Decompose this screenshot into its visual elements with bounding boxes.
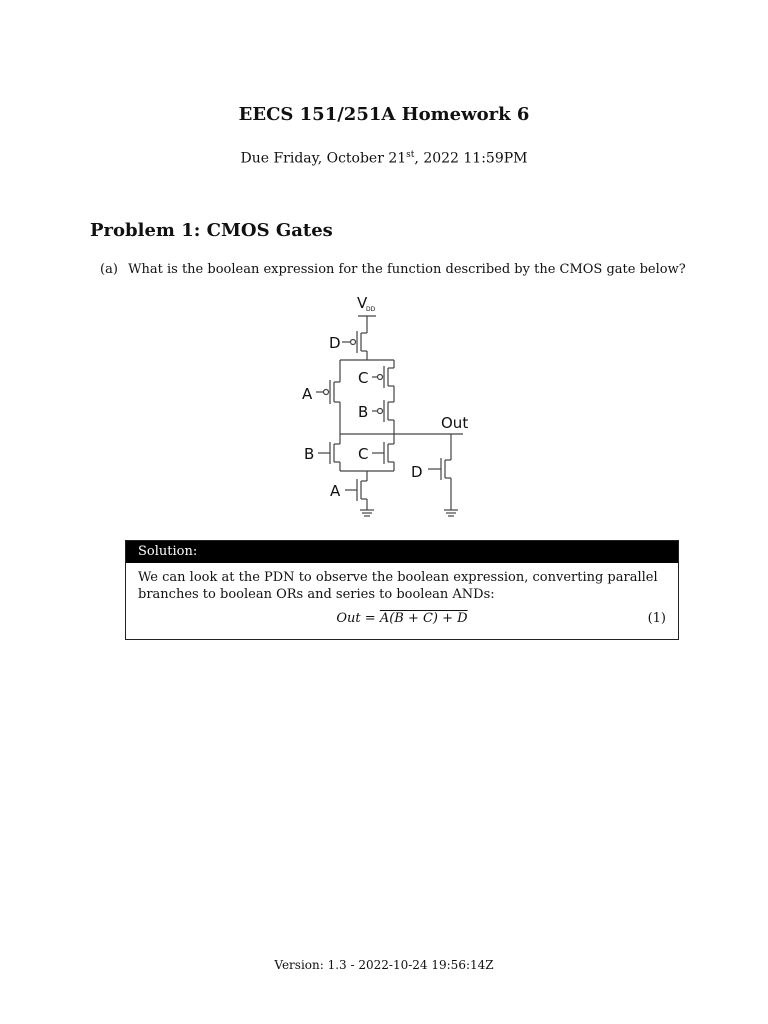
solution-box <box>125 540 679 640</box>
version-footer: Version: 1.3 - 2022-10-24 19:56:14Z <box>274 958 494 972</box>
equation-lhs: Out = <box>336 611 380 626</box>
pmos-d-label: D <box>329 334 341 352</box>
due-date <box>0 150 768 167</box>
equation-number: (1) <box>647 611 666 626</box>
due-superscript: st <box>406 150 415 160</box>
pmos-c-transistor <box>372 366 394 388</box>
page-title: EECS 151/251A Homework 6 <box>238 104 530 125</box>
ground-icon <box>444 510 458 516</box>
pmos-c-label: C <box>358 369 369 387</box>
cmos-circuit-diagram <box>290 288 490 524</box>
pmos-b-label: B <box>358 403 369 421</box>
equation-rhs: A(B + C) + D <box>379 611 468 626</box>
question-a <box>100 262 686 277</box>
pmos-d-transistor <box>342 331 367 353</box>
nmos-d-label: D <box>411 463 423 481</box>
equation-row <box>126 611 678 635</box>
nmos-b-label: B <box>304 445 315 463</box>
ground-icon <box>360 510 374 516</box>
due-prefix: Due Friday, October 21 <box>240 150 407 167</box>
nmos-a-label: A <box>330 482 341 500</box>
nmos-a-transistor <box>345 479 367 501</box>
nmos-b-transistor <box>318 442 340 464</box>
output-label: Out <box>441 414 469 432</box>
pmos-b-transistor <box>372 400 394 422</box>
solution-text: We can look at the PDN to observe the boolean expression, converting parallel branches to boolean ORs and series to boolean ANDs: <box>138 570 658 602</box>
nmos-c-transistor <box>372 442 394 464</box>
solution-heading: Solution: <box>126 541 678 563</box>
nmos-c-label: C <box>358 445 369 463</box>
due-suffix: , 2022 11:59PM <box>414 150 528 167</box>
pmos-a-label: A <box>302 385 313 403</box>
boolean-equation <box>126 611 678 626</box>
pmos-a-transistor <box>316 380 340 404</box>
vdd-label: V <box>357 294 368 312</box>
question-text: What is the boolean expression for the function described by the CMOS gate below? <box>128 262 686 277</box>
question-label: (a) <box>100 262 118 277</box>
problem-heading: Problem 1: CMOS Gates <box>90 220 333 241</box>
vdd-subscript: DD <box>366 306 376 313</box>
nmos-d-transistor <box>428 458 451 480</box>
